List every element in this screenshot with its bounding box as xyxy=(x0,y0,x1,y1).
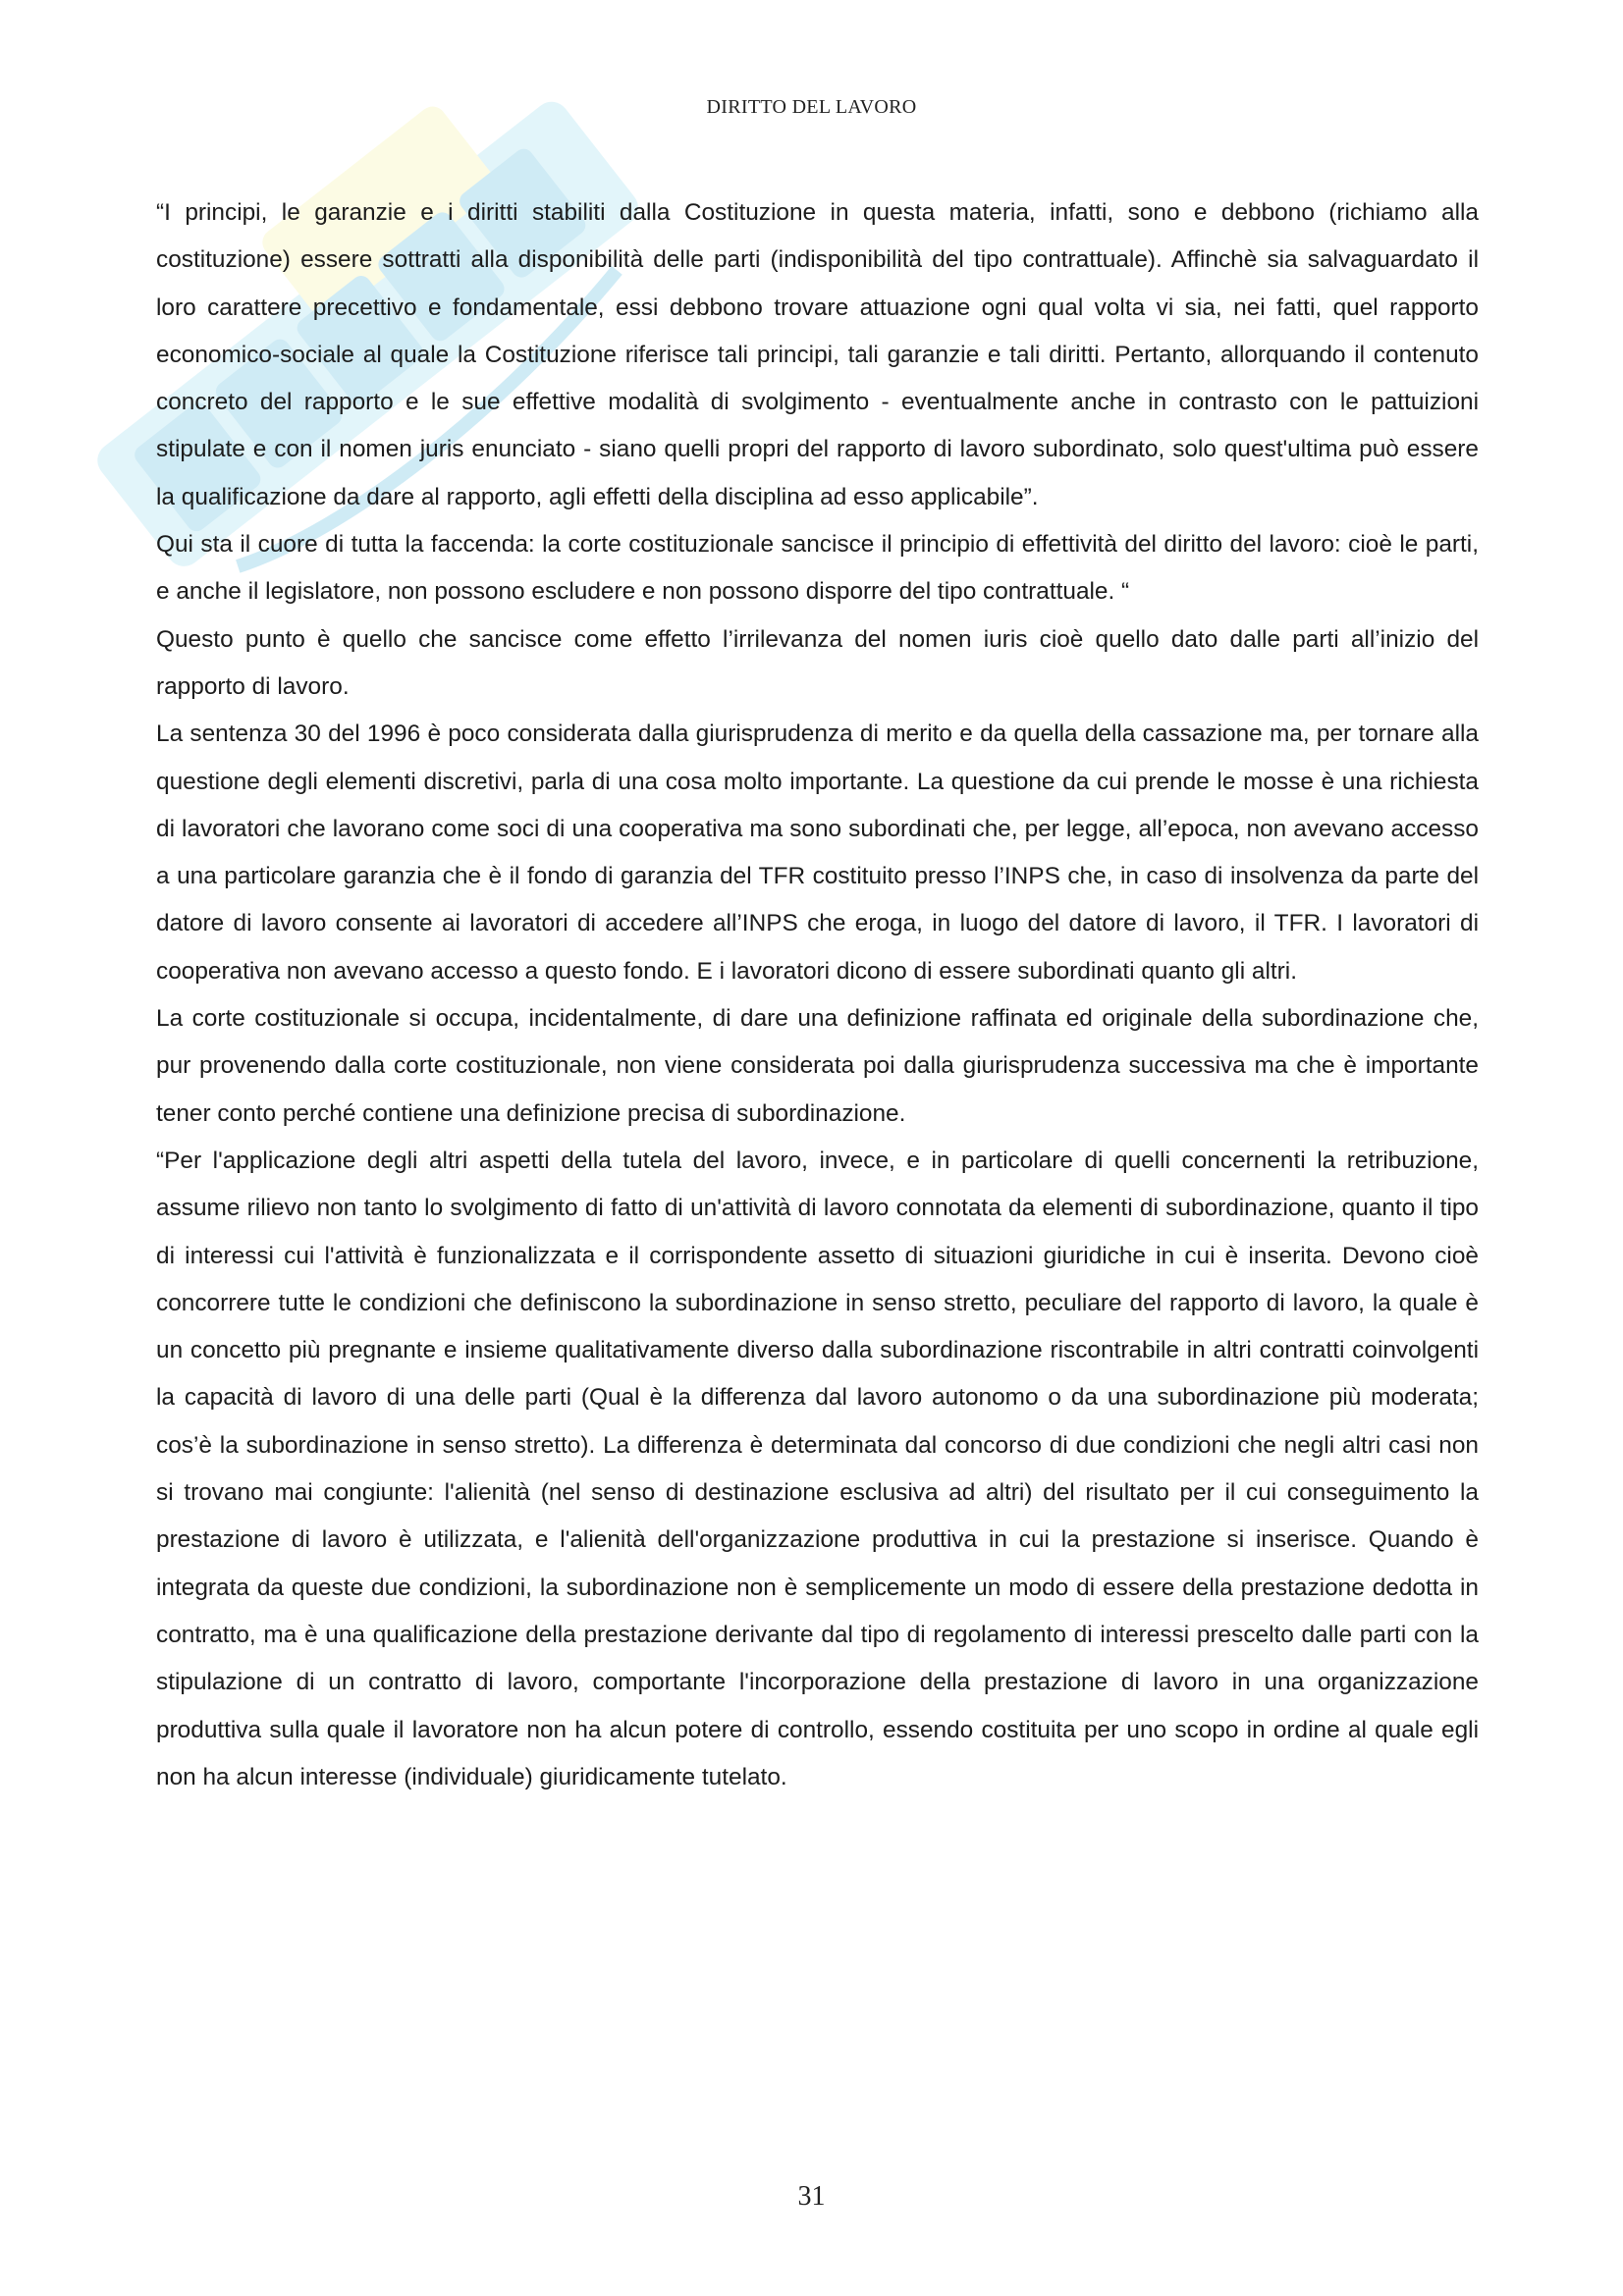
body-text xyxy=(156,189,1479,1801)
paragraph-nomen-iuris: Questo punto è quello che sancisce come effetto l’irrilevanza del nomen iuris cioè quello dato dalle parti all’inizio del rapporto di lavoro. xyxy=(156,625,1479,700)
paragraph-principio-effettivita: Qui sta il cuore di tutta la faccenda: la corte costituzionale sancisce il principio di effettività del diritto del lavoro: cioè le parti, e anche il legislatore, non possono escludere e non possono disporre del tipo contrattuale. “ xyxy=(156,531,1479,606)
paragraph-sentenza-1996: La sentenza 30 del 1996 è poco considerata dalla giurisprudenza di merito e da quella della cassazione ma, per tornare alla questione degli elementi discretivi, parla di una cosa molto importante. La questione da cui prende le mosse è una richiesta di lavoratori che lavorano come soci di una cooperativa ma sono subordinati che, per legge, all’epoca, non avevano accesso a una particolare garanzia che è il fondo di garanzia del TFR costituito presso l’INPS che, in caso di insolvenza da parte del datore di lavoro consente ai lavoratori di accedere all’INPS che eroga, in luogo del datore di lavoro, il TFR. I lavoratori di cooperativa non avevano accesso a questo fondo. E i lavoratori dicono di essere subordinati quanto gli altri. xyxy=(156,721,1479,985)
paragraph-corte-costituzionale: La corte costituzionale si occupa, incidentalmente, di dare una definizione raffinata ed originale della subordinazione che, pur provenendo dalla corte costituzionale, non viene considerata poi dalla giurisprudenza successiva ma che è importante tener conto perché contiene una definizione precisa di subordinazione. xyxy=(156,1005,1479,1127)
paragraph-quote-subordinazione: “Per l'applicazione degli altri aspetti della tutela del lavoro, invece, e in particolare di quelli concernenti la retribuzione, assume rilievo non tanto lo svolgimento di fatto di un'attività di lavoro connotata da elementi di subordinazione, quanto il tipo di interessi cui l'attività è funzionalizzata e il corrispondente assetto di situazioni giuridiche in cui è inserita. Devono cioè concorrere tutte le condizioni che definiscono la subordinazione in senso stretto, peculiare del rapporto di lavoro, la quale è un concetto più pregnante e insieme qualitativamente diverso dalla subordinazione riscontrabile in altri contratti coinvolgenti la capacità di lavoro di una delle parti (Qual è la differenza dal lavoro autonomo o da una subordinazione più moderata; cos’è la subordinazione in senso stretto). La differenza è determinata dal concorso di due condizioni che negli altri casi non si trovano mai congiunte: l'alienità (nel senso di destinazione esclusiva ad altri) del risultato per il cui conseguimento la prestazione di lavoro è utilizzata, e l'alienità dell'organizzazione produttiva in cui la prestazione si inserisce. Quando è integrata da queste due condizioni, la subordinazione non è semplicemente un modo di essere della prestazione dedotta in contratto, ma è una qualificazione della prestazione derivante dal tipo di regolamento di interessi prescelto dalle parti con la stipulazione di un contratto di lavoro, comportante l'incorporazione della prestazione di lavoro in una organizzazione produttiva sulla quale il lavoratore non ha alcun potere di controllo, essendo costituita per uno scopo in ordine al quale egli non ha alcun interesse (individuale) giuridicamente tutelato. xyxy=(156,1147,1479,1790)
page-number: 31 xyxy=(797,2181,826,2212)
paragraph-quote-costituzione: “I principi, le garanzie e i diritti stabiliti dalla Costituzione in questa materia, infatti, sono e debbono (richiamo alla costituzione) essere sottratti alla disponibilità delle parti (indisponibilità del tipo contrattuale). Affinchè sia salvaguardato il loro carattere precettivo e fondamentale, essi debbono trovare attuazione ogni qual volta vi sia, nei fatti, quel rapporto economico-sociale al quale la Costituzione riferisce tali principi, tali garanzie e tali diritti. Pertanto, allorquando il contenuto concreto del rapporto e le sue effettive modalità di svolgimento - eventualmente anche in contrasto con le pattuizioni stipulate e con il nomen juris enunciato - siano quelli propri del rapporto di lavoro subordinato, solo quest'ultima può essere la qualificazione da dare al rapporto, agli effetti della disciplina ad esso applicabile”. xyxy=(156,199,1479,510)
running-header: DIRITTO DEL LAVORO xyxy=(706,96,917,118)
